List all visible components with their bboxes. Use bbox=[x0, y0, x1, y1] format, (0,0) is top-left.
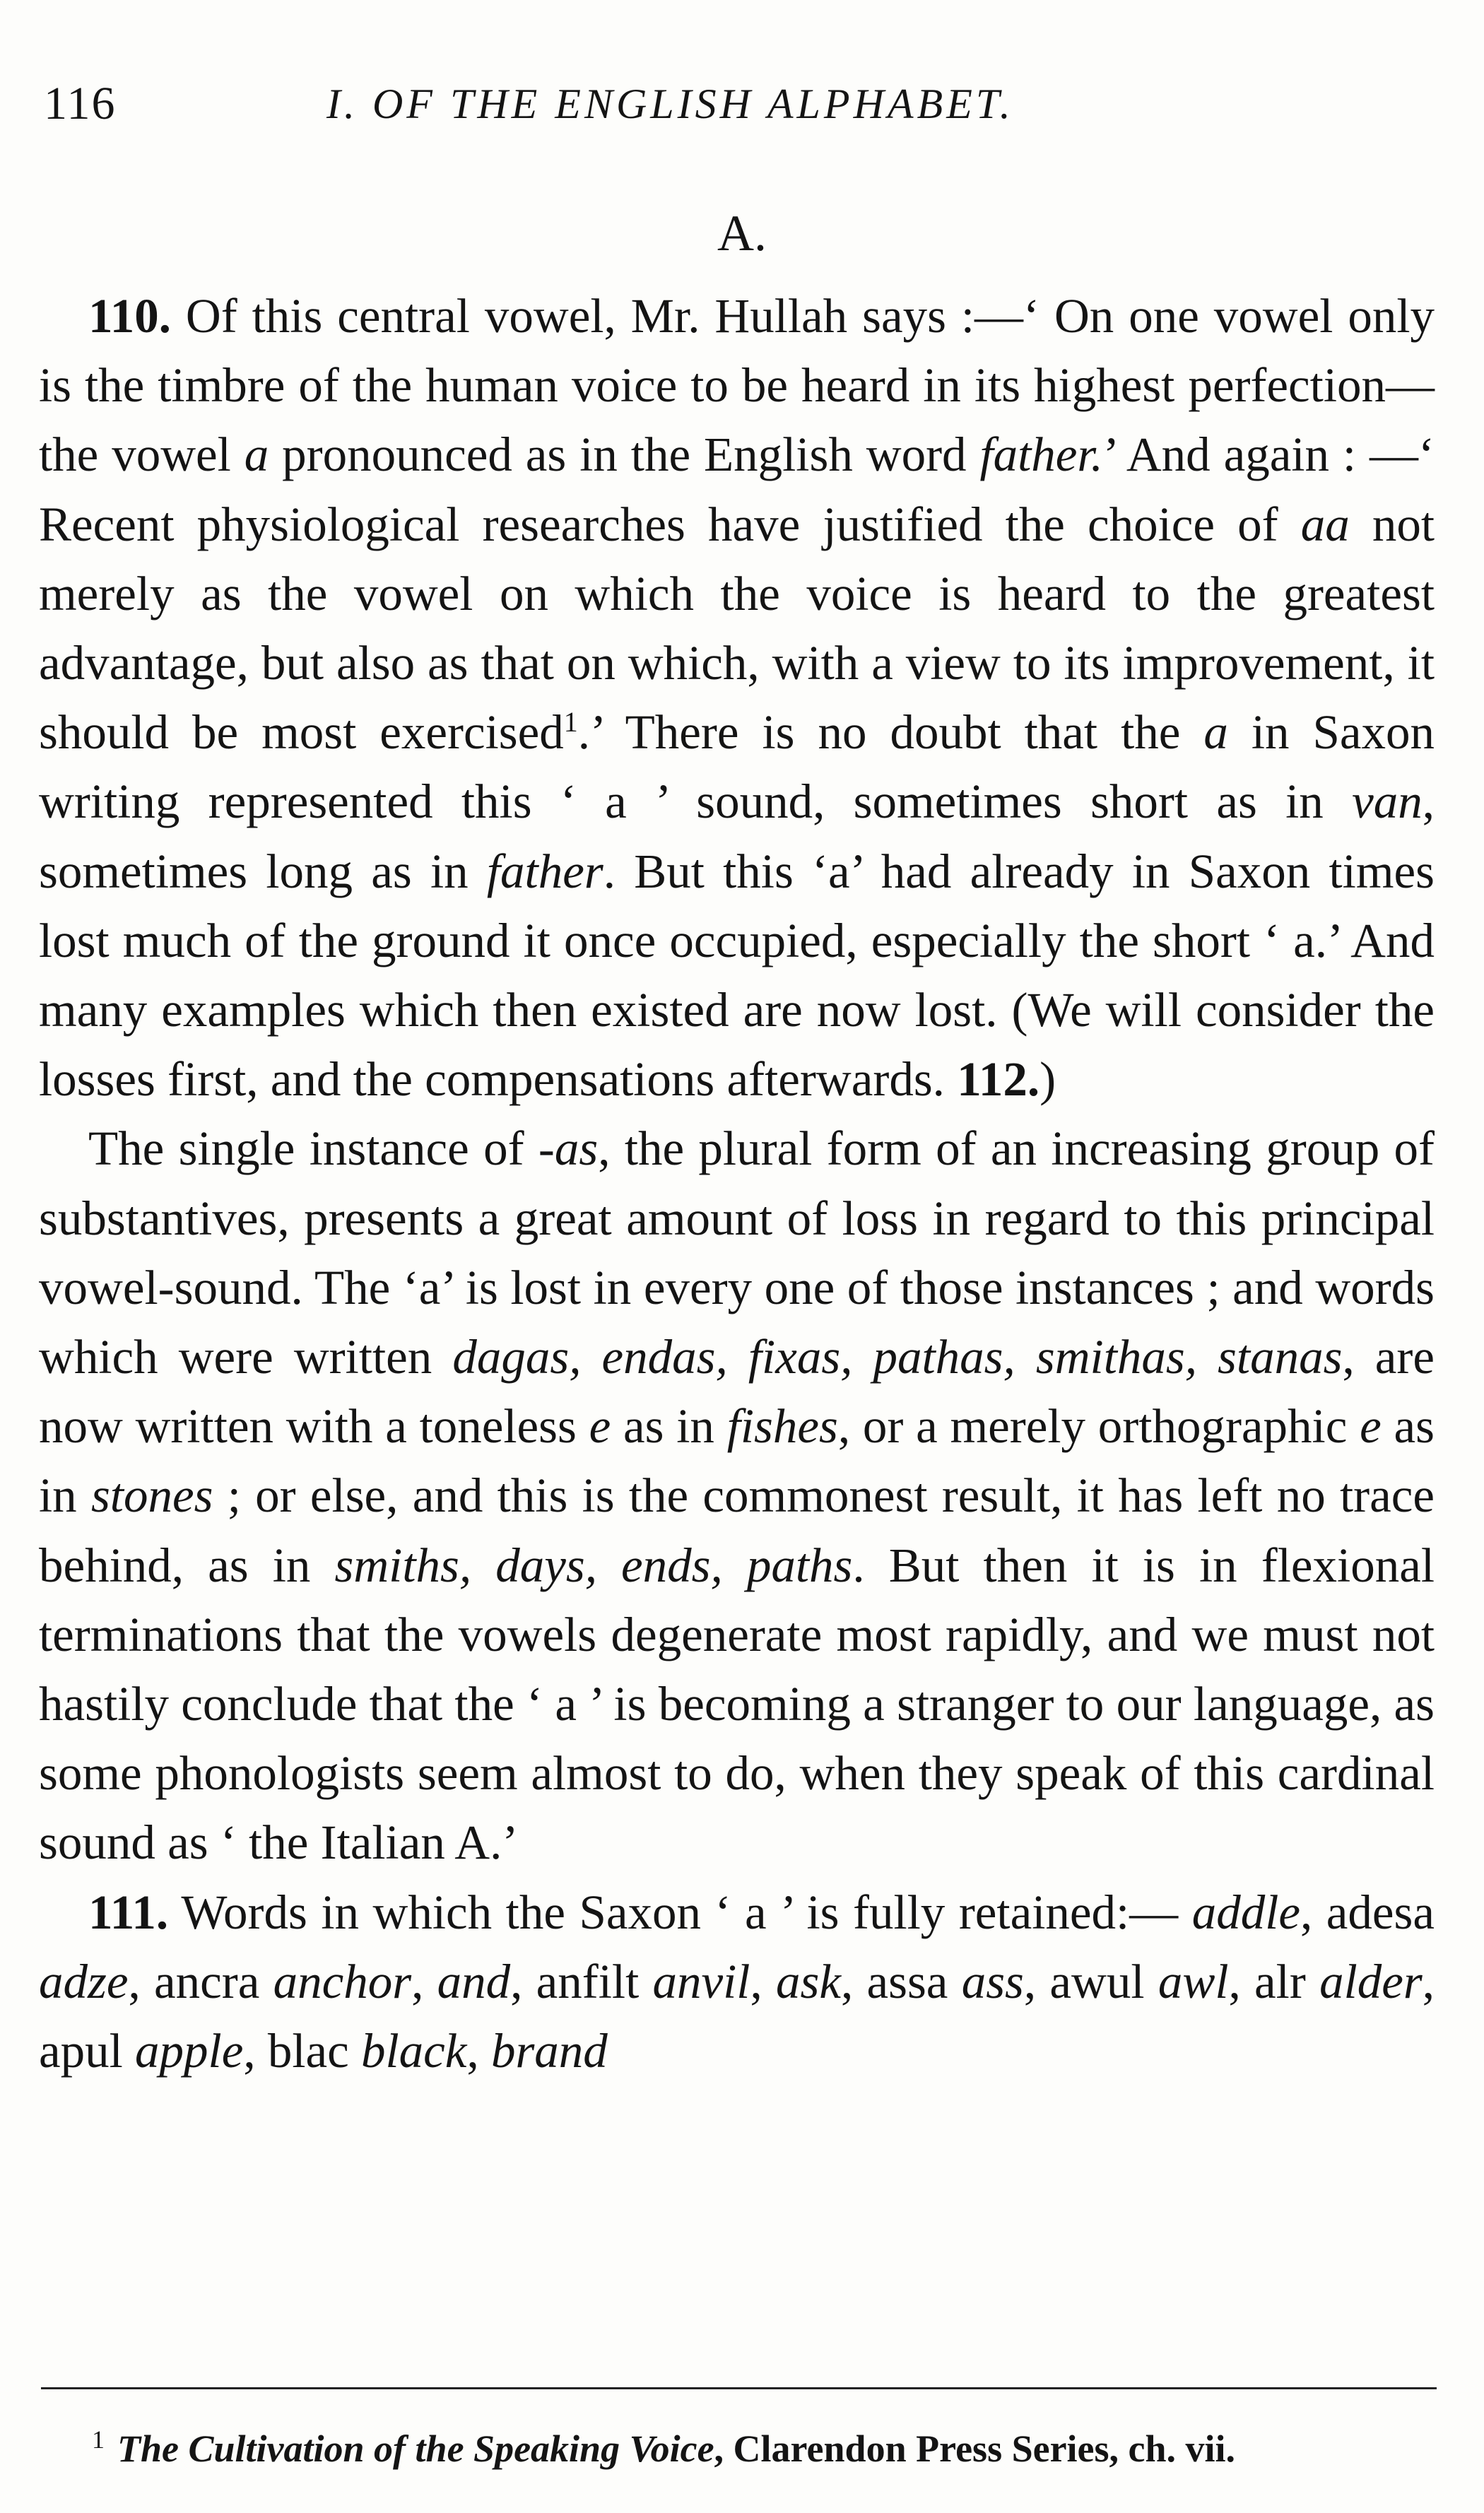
footnote-reference[interactable]: 1 bbox=[563, 706, 578, 738]
page-number: 116 bbox=[44, 78, 117, 129]
italic-run: addle bbox=[1191, 1885, 1300, 1939]
italic-run: apple bbox=[135, 2024, 244, 2078]
text-run: , sometimes long as in bbox=[39, 775, 1435, 898]
text-run: , are now written with a toneless bbox=[39, 1330, 1435, 1454]
text-run: , or a merely orthographic bbox=[837, 1399, 1360, 1454]
footnote-mark: 1 bbox=[92, 2425, 105, 2454]
text-run: .’ There is no doubt that the bbox=[577, 705, 1204, 760]
text-run: as in bbox=[611, 1399, 727, 1454]
text-run: , bbox=[750, 1954, 776, 2008]
text-run: ’ And again : —‘ Recent physiological researches have justified the choice of bbox=[39, 428, 1435, 551]
text-run: , alr bbox=[1228, 1954, 1320, 2008]
text-run: , bbox=[411, 1954, 437, 2008]
paragraph-number: 111. bbox=[88, 1885, 169, 1939]
section-cross-reference: 112. bbox=[957, 1052, 1040, 1107]
footnote-divider bbox=[41, 2387, 1437, 2389]
italic-run: anvil bbox=[652, 1954, 750, 2008]
section-heading: A. bbox=[717, 205, 767, 261]
italic-run: alder bbox=[1319, 1954, 1423, 2008]
italic-run: father. bbox=[979, 428, 1103, 482]
italic-run: adze bbox=[39, 1954, 129, 2008]
text-run: , assa bbox=[840, 1954, 962, 2008]
text-run: ) bbox=[1040, 1052, 1056, 1107]
italic-run: father bbox=[486, 844, 603, 898]
italic-run: anchor bbox=[273, 1954, 412, 2008]
text-run: Of this central vowel, Mr. Hullah says :—‘ On one vowel only is the timbre of the human voice to be heard in its highest perfection—the vowel bbox=[39, 289, 1435, 482]
footnote-text: , Clarendon Press Series, ch. vii. bbox=[714, 2427, 1236, 2470]
text-run: . But this ‘a’ had already in Saxon times lost much of the ground it once occupied, especially the short ‘ a.’ And many examples which then existed are now lost. (We will consider the losses first, and the compensations afterwards. bbox=[39, 844, 1435, 1107]
text-run: pronounced as in the English word bbox=[269, 428, 980, 482]
paragraph-number: 110. bbox=[88, 289, 171, 343]
text-run: , awul bbox=[1023, 1954, 1158, 2008]
italic-run: awl bbox=[1158, 1954, 1229, 2008]
paragraph-110-continued bbox=[39, 1114, 1435, 1877]
footnote bbox=[92, 2420, 1435, 2477]
italic-run: fishes bbox=[726, 1399, 838, 1454]
text-run: ; or else, and this is the commonest result, it has left no trace behind, as in bbox=[39, 1469, 1435, 1592]
paragraph-111 bbox=[39, 1878, 1435, 2086]
text-run: , bbox=[466, 2024, 491, 2078]
text-run: , adesa bbox=[1300, 1885, 1435, 1939]
italic-run: ask bbox=[775, 1954, 841, 2008]
italic-run: van bbox=[1352, 775, 1423, 829]
italic-run: a bbox=[244, 428, 269, 482]
text-run: , apul bbox=[39, 1954, 1435, 2078]
text-run: , anfilt bbox=[510, 1954, 653, 2008]
italic-run: black bbox=[361, 2024, 467, 2078]
text-run: as in bbox=[39, 1399, 1435, 1523]
footnote-title: The Cultivation of the Speaking Voice bbox=[117, 2427, 714, 2470]
body-text bbox=[39, 281, 1435, 2085]
paragraph-110 bbox=[39, 281, 1435, 1114]
text-run: , ancra bbox=[128, 1954, 273, 2008]
running-title: I. OF THE ENGLISH ALPHABET. bbox=[326, 81, 1014, 127]
italic-run: smiths, days, ends, paths bbox=[334, 1538, 853, 1592]
text-run: not merely as the vowel on which the voice is heard to the greatest advantage, but also as that on which, with a view to its improvement, it should be most exercised bbox=[39, 497, 1435, 760]
italic-run: brand bbox=[490, 2024, 608, 2078]
italic-run: stones bbox=[90, 1469, 213, 1523]
italic-run: and bbox=[437, 1954, 511, 2008]
text-run: , blac bbox=[243, 2024, 362, 2078]
italic-run: a bbox=[1203, 705, 1228, 760]
italic-run: dagas, endas, fixas, pathas, smithas, stanas bbox=[452, 1330, 1343, 1384]
italic-run: ass bbox=[961, 1954, 1024, 2008]
italic-run: aa bbox=[1300, 497, 1350, 551]
page-header bbox=[44, 65, 1443, 143]
text-run: Words in which the Saxon ‘ a ’ is fully retained:— bbox=[168, 1885, 1192, 1939]
text-run: . But then it is in flexional terminations that the vowels degenerate most rapidly, and we must not hastily conclude that the ‘ a ’ is becoming a stranger to our language, as some phonologists seem almost to do, when they speak of this cardinal sound as ‘ the Italian A.’ bbox=[39, 1538, 1435, 1870]
text-run: The single instance of bbox=[88, 1122, 538, 1176]
text-run: in Saxon writing represented this ‘ a ’ sound, sometimes short as in bbox=[39, 705, 1435, 829]
text-run: , the plural form of an increasing group of substantives, presents a great amount of loss in regard to this principal vowel-sound. The ‘a’ is lost in every one of those instances ; and words which were written bbox=[39, 1122, 1435, 1384]
italic-run: e bbox=[1360, 1399, 1382, 1454]
italic-run: -as bbox=[538, 1122, 599, 1176]
italic-run: e bbox=[589, 1399, 611, 1454]
